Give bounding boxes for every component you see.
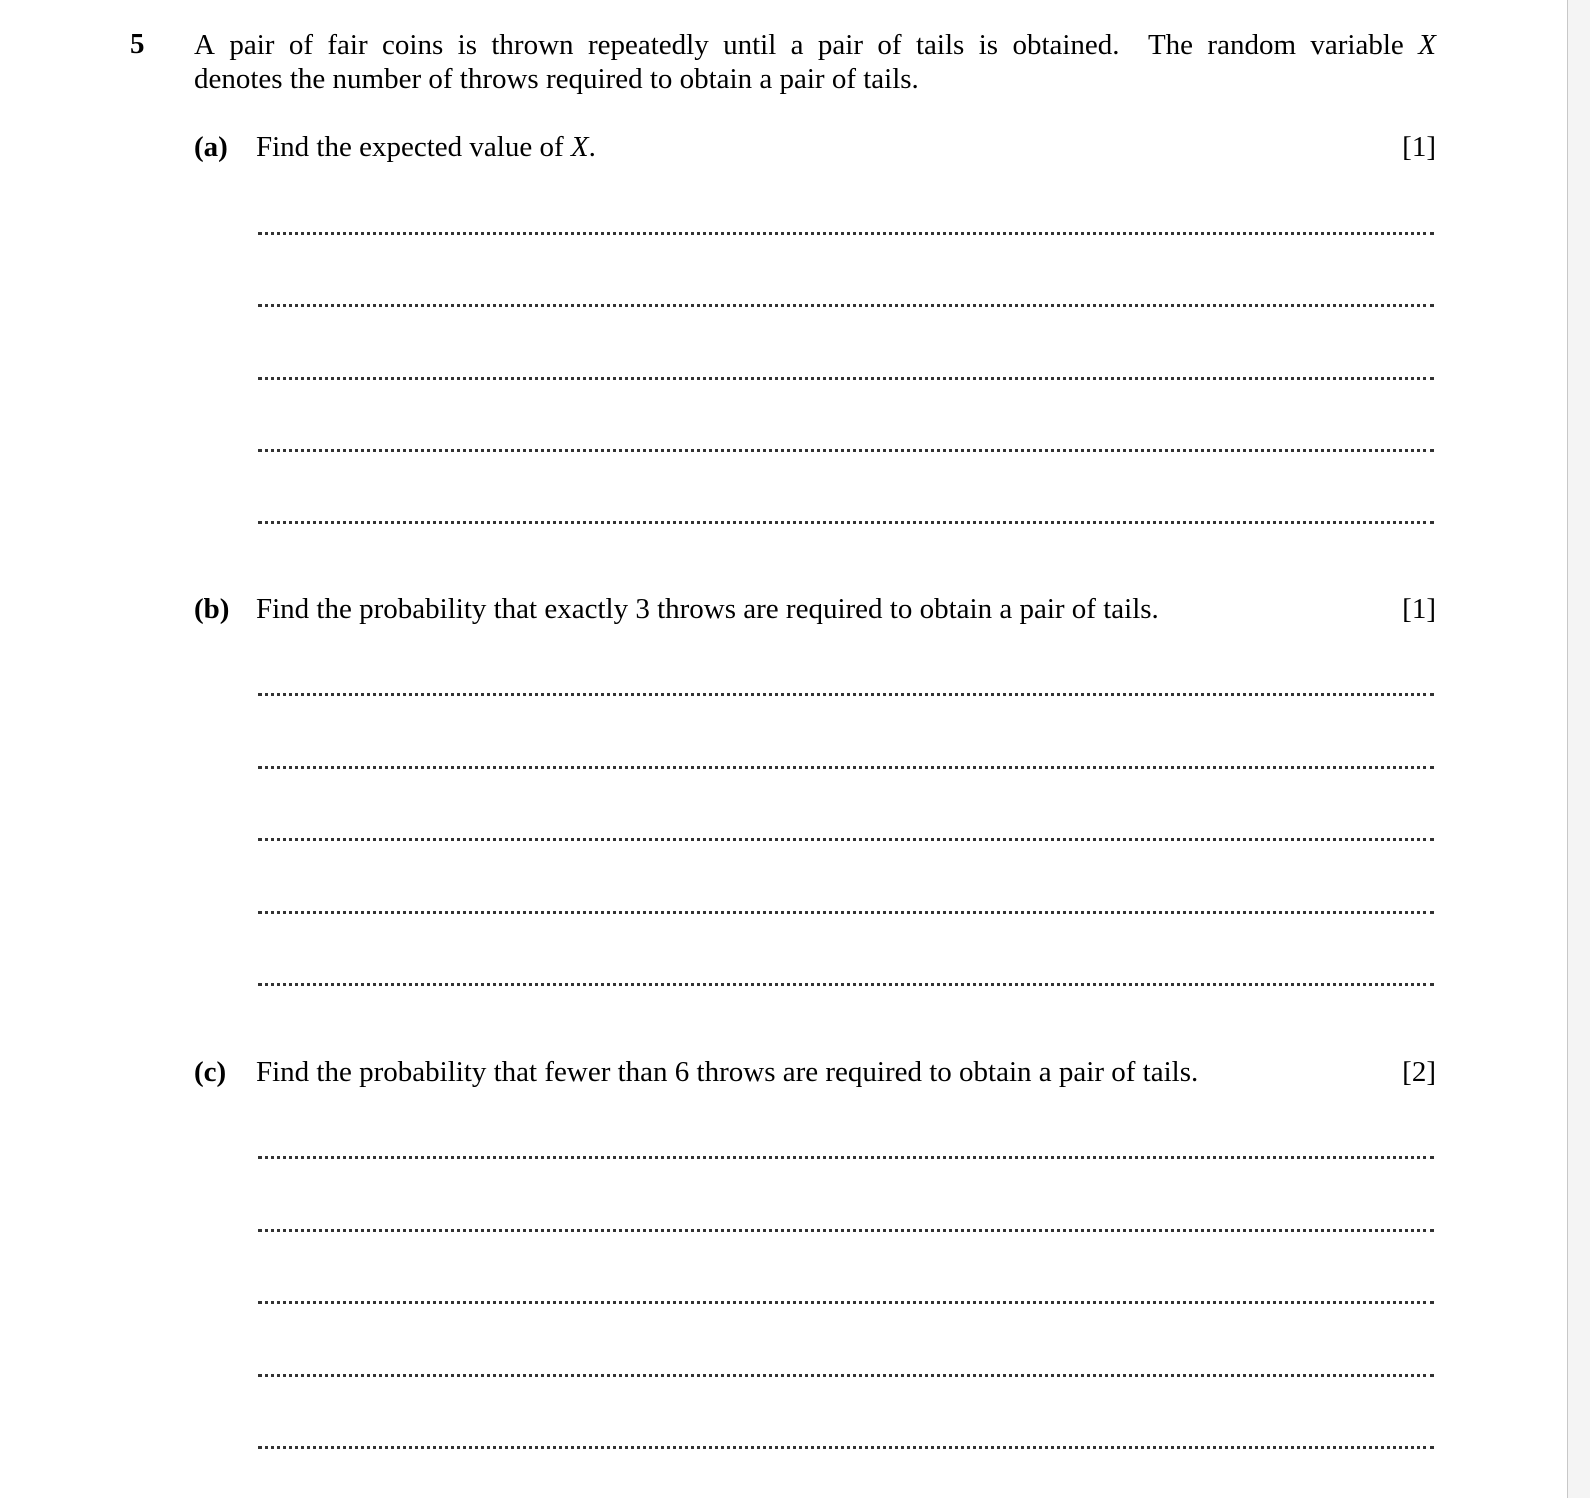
stem-word: random	[1207, 29, 1297, 61]
stem-word: of	[288, 29, 313, 61]
part-a-text-before: Find the expected value of	[256, 131, 571, 163]
answer-line[interactable]	[258, 1374, 1434, 1377]
part-b-label: (b)	[194, 593, 230, 625]
stem-word: coins	[382, 29, 444, 61]
answer-line[interactable]	[258, 911, 1434, 914]
answer-line[interactable]	[258, 983, 1434, 986]
stem-word: variable	[1310, 29, 1404, 61]
answer-line[interactable]	[258, 449, 1434, 452]
stem-word: fair	[327, 29, 368, 61]
part-a-text-after: .	[588, 131, 596, 163]
stem-word: pair	[817, 29, 864, 61]
part-c-text: Find the probability that fewer than 6 throws are required to obtain a pair of tails.	[256, 1056, 1199, 1088]
answer-line[interactable]	[258, 521, 1434, 524]
stem-word: obtained.	[1012, 29, 1120, 61]
page-edge-scrollbar	[1567, 0, 1590, 1498]
part-b-text: Find the probability that exactly 3 throws are required to obtain a pair of tails.	[256, 593, 1159, 625]
answer-line[interactable]	[258, 377, 1434, 380]
part-c-label: (c)	[194, 1056, 227, 1088]
stem-word: of	[877, 29, 902, 61]
stem-word: a	[790, 29, 804, 61]
stem-line-2: denotes the number of throws required to obtain a pair of tails.	[194, 63, 919, 95]
answer-line[interactable]	[258, 232, 1434, 235]
part-c-marks: [2]	[1402, 1056, 1436, 1088]
stem-variable: X	[1418, 29, 1436, 61]
answer-line[interactable]	[258, 766, 1434, 769]
question-number: 5	[130, 28, 145, 60]
stem-word: A	[194, 29, 215, 61]
answer-line[interactable]	[258, 1156, 1434, 1159]
stem-word: tails	[915, 29, 965, 61]
part-a-variable: X	[570, 131, 589, 163]
part-a-label: (a)	[194, 131, 228, 163]
stem-word: The	[1147, 29, 1194, 61]
answer-line[interactable]	[258, 838, 1434, 841]
part-a-text	[256, 130, 596, 164]
part-a-marks: [1]	[1402, 131, 1436, 163]
stem-word: is	[978, 29, 999, 61]
answer-line[interactable]	[258, 1446, 1434, 1449]
stem-word: until	[723, 29, 777, 61]
part-b-marks: [1]	[1402, 593, 1436, 625]
stem-line-1	[194, 28, 1436, 62]
answer-line[interactable]	[258, 1301, 1434, 1304]
question-stem	[194, 28, 1436, 96]
answer-line[interactable]	[258, 693, 1434, 696]
answer-line[interactable]	[258, 1229, 1434, 1232]
answer-line[interactable]	[258, 304, 1434, 307]
stem-word: pair	[229, 29, 275, 61]
stem-word: thrown	[491, 29, 574, 61]
stem-word: repeatedly	[587, 29, 709, 61]
stem-word: is	[457, 29, 477, 61]
